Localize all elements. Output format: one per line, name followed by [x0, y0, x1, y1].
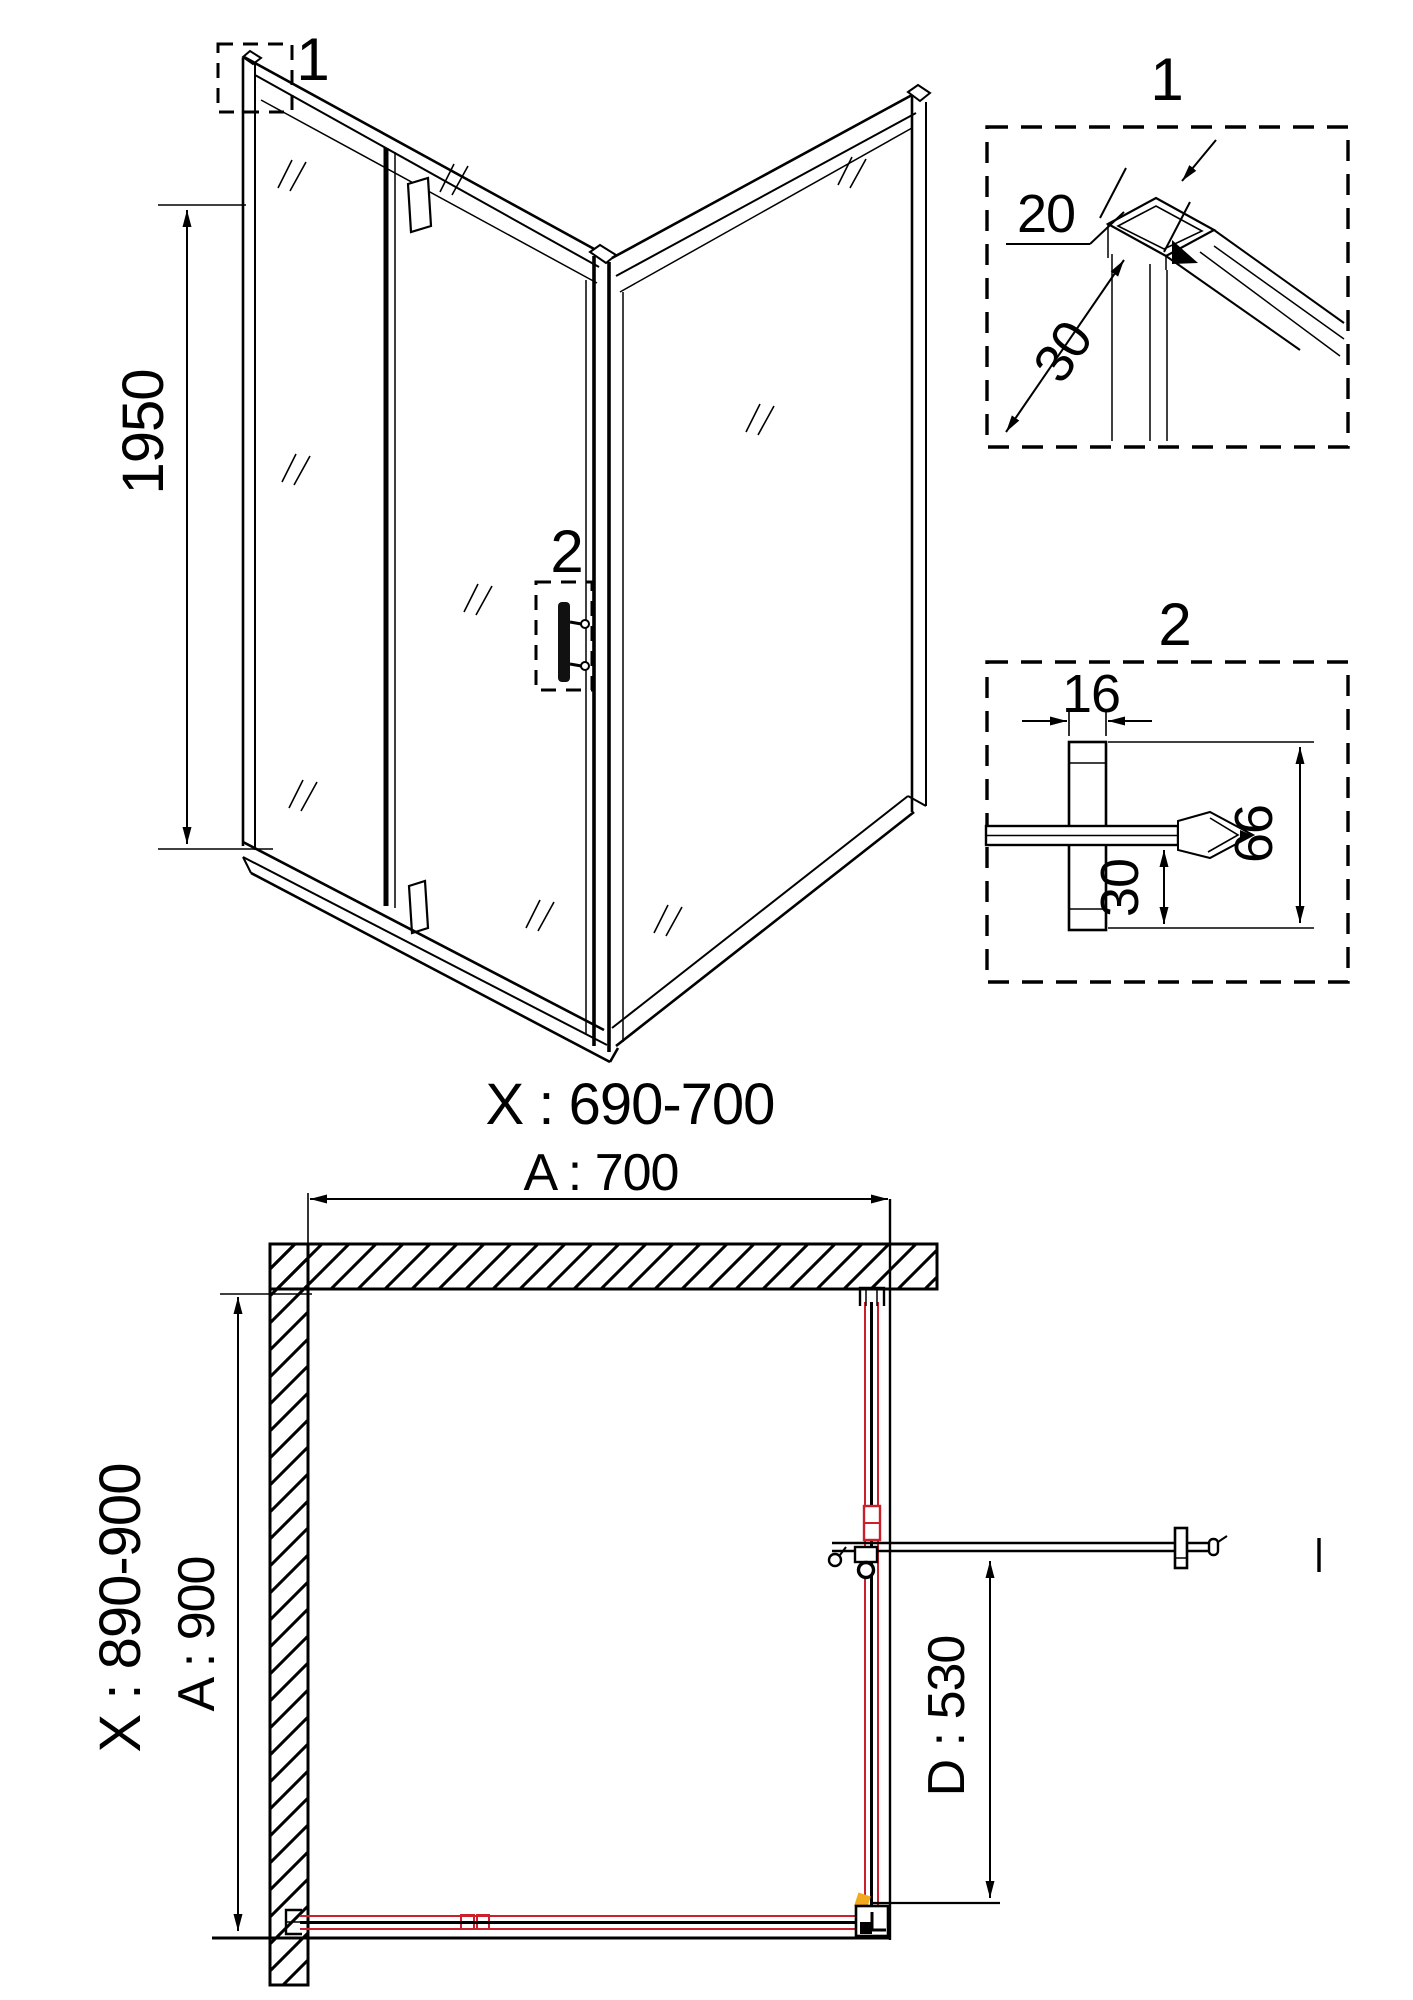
- dim-16-label: 16: [1061, 664, 1121, 724]
- left-frame-stile: [243, 51, 261, 850]
- dim-30-label: 30: [1021, 311, 1105, 393]
- front-3d-view: [111, 26, 930, 1137]
- side-top-rail: [612, 95, 916, 292]
- detail-1-dim-30: [1006, 260, 1124, 432]
- door-knob-plan: [864, 1506, 880, 1540]
- top-pivot-bracket: [408, 178, 431, 232]
- bar-wall-bracket: [1175, 1528, 1187, 1568]
- dim-20-label: 20: [1016, 184, 1076, 244]
- detail-2-label: 2: [1158, 591, 1192, 658]
- corner-post: [590, 245, 623, 1052]
- front-bottom-rail: [243, 842, 618, 1062]
- door-handle: [558, 602, 589, 682]
- bar-knob: [859, 1563, 874, 1578]
- side-right-stile: [908, 85, 930, 812]
- plan-depth-range-label: X : 890-900: [88, 1463, 153, 1753]
- dimension-1950: [111, 205, 273, 849]
- plan-door-dim-label: D : 530: [918, 1635, 976, 1797]
- dim-66-label: 66: [1224, 804, 1284, 864]
- height-dim-label: 1950: [111, 369, 176, 495]
- walls: [270, 1244, 937, 1985]
- detail-2: [986, 591, 1348, 982]
- callout-2-label: 2: [550, 518, 584, 585]
- dim-30-inner-label: 30: [1090, 858, 1150, 918]
- callout-1: [218, 26, 330, 112]
- side-bottom-rail: [612, 796, 926, 1046]
- bar-glass-clamp: [855, 1547, 877, 1562]
- hinge-profile: [386, 148, 395, 908]
- plan-width-label: A : 700: [523, 1144, 679, 1202]
- front-width-range-label: X : 690-700: [485, 1072, 775, 1137]
- plan-depth-label: A : 900: [168, 1556, 226, 1712]
- detail-2-dim-30: [1090, 850, 1164, 924]
- detail-2-dim-16: [1022, 664, 1152, 736]
- detail-1-label: 1: [1150, 46, 1184, 113]
- bar-hook: [829, 1554, 841, 1566]
- stabilizer-bar: [829, 1528, 1319, 1578]
- detail-1-profile-art: [1108, 198, 1344, 441]
- plan-view: [88, 1144, 1319, 1985]
- bottom-pivot-bracket: [409, 881, 428, 933]
- callout-1-label: 1: [296, 26, 330, 93]
- detail-1: [987, 46, 1348, 447]
